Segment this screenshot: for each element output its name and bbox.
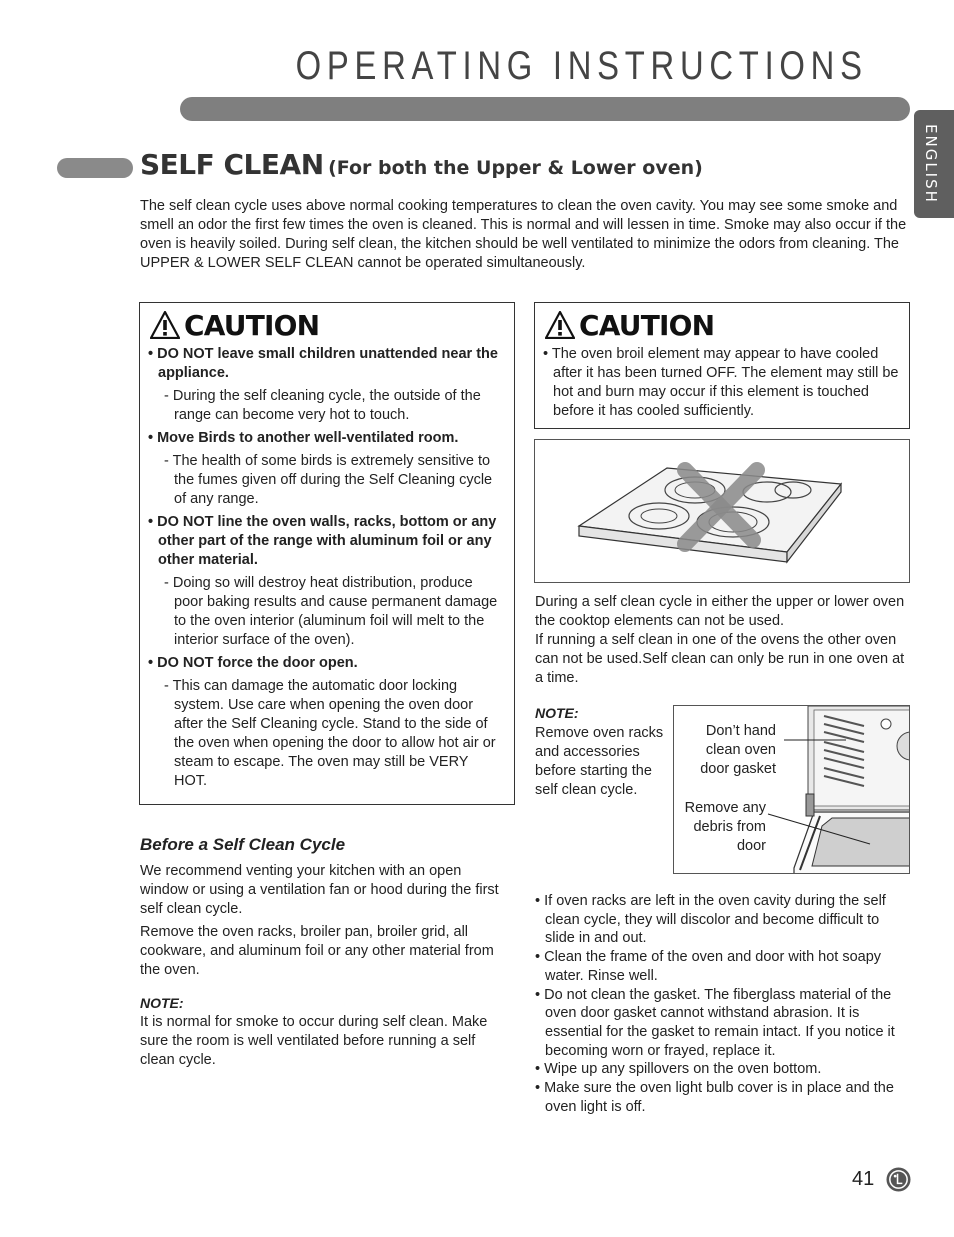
language-tab: [914, 110, 954, 218]
before-cycle-p1: We recommend venting your kitchen with an open window or using a ventilation fan or hood during the first self clean cycle.: [140, 863, 499, 917]
list-item: • Wipe up any spillovers on the oven bottom.: [535, 1061, 822, 1078]
caution-subitem: - This can damage the automatic door locking system. Use care when opening the oven door after the Self Cleaning cycle. Stand to the side of the oven when opening the door to allow hot air or steam to escape. The oven may still be VERY HOT.: [164, 678, 496, 789]
caution-subitem: - During the self cleaning cycle, the outside of the range can become very hot to touch.: [164, 388, 481, 423]
self-clean-info: [535, 593, 910, 688]
caution-heading-text: CAUTION: [184, 308, 320, 342]
intro-paragraph: The self clean cycle uses above normal cooking temperatures to clean the oven cavity. You may see some smoke and smell an odor the first few times the oven is cleaned. This is normal and will lessen in time. Smoke may also occur if the oven is heavily soiled. During self clean, the kitchen should be well ventilated to minimize the odors from cleaning. The UPPER & LOWER SELF CLEAN cannot be operated simultaneously.: [140, 198, 907, 271]
cooktop-illustration: [534, 439, 910, 583]
list-item: • If oven racks are left in the oven cavity during the self clean cycle, they will discolor and become difficult to slide in and out.: [535, 893, 886, 947]
caution-item: • The oven broil element may appear to have cooled after it has been turned OFF. The element may still be hot and burn may occur if this element is touched before it has cooled sufficiently.: [543, 346, 899, 419]
section-title: [140, 148, 703, 181]
page-number: 41: [852, 1168, 875, 1190]
note-label: NOTE:: [140, 995, 184, 1011]
caution-box-right: [534, 302, 910, 429]
caution-heading: [150, 307, 504, 343]
oven-door-illustration: [673, 705, 910, 874]
cooktop-drawing: [535, 440, 911, 584]
self-clean-info-p1: During a self clean cycle in either the upper or lower oven the cooktop elements can not be used.: [535, 594, 905, 629]
self-clean-info-p2: If running a self clean in one of the ovens the other oven can not be used.Self clean can only be run in one oven at a time.: [535, 632, 905, 686]
lg-logo-icon: [886, 1167, 911, 1192]
warning-icon: [150, 311, 180, 339]
caution-item: • DO NOT force the door open.: [148, 655, 358, 671]
section-marker: [57, 158, 133, 178]
language-tab-label: ENGLISH: [922, 124, 940, 204]
note-text: Remove oven racks and accessories before starting the self clean cycle.: [535, 725, 664, 798]
caution-list: [148, 345, 504, 791]
caution-item: • DO NOT leave small children unattended near the appliance.: [148, 346, 498, 381]
list-item: • Clean the frame of the oven and door with hot soapy water. Rinse well.: [535, 949, 882, 984]
gasket-label: Don’t hand clean oven door gasket: [700, 723, 776, 777]
section-title-main: SELF CLEAN: [140, 148, 324, 181]
list-item: • Do not clean the gasket. The fiberglass material of the oven door gasket cannot withstand abrasion. It is essential for the gasket to remain intact. If you notice it becoming worn or frayed, replace it.: [535, 986, 895, 1059]
page-header-title: OPERATING INSTRUCTIONS: [295, 44, 868, 88]
before-cycle-body: [140, 862, 512, 1070]
caution-heading: [545, 307, 899, 343]
cleaning-tips-list: [535, 892, 913, 1116]
note-label: NOTE:: [535, 705, 579, 721]
before-cycle-p2: Remove the oven racks, broiler pan, broiler grid, all cookware, and aluminum foil or any other material from the oven.: [140, 924, 494, 978]
caution-item: • Move Birds to another well-ventilated room.: [148, 430, 459, 446]
caution-box-left: [139, 302, 515, 805]
caution-subitem: - Doing so will destroy heat distribution, produce poor baking results and cause permanent damage to the oven interior (aluminum foil will melt to the interior surface of the oven).: [164, 575, 498, 648]
debris-label: Remove any debris from door: [684, 800, 766, 854]
list-item: • Make sure the oven light bulb cover is in place and the oven light is off.: [535, 1080, 894, 1115]
caution-heading-text: CAUTION: [579, 308, 715, 342]
caution-subitem: - The health of some birds is extremely sensitive to the fumes given off during the Self Cleaning cycle of any range.: [164, 453, 493, 507]
caution-list: [543, 345, 899, 421]
note-text: It is normal for smoke to occur during self clean. Make sure the room is well ventilated before running a self clean cycle.: [140, 1014, 488, 1068]
oven-drawing: [674, 706, 910, 874]
warning-icon: [545, 311, 575, 339]
before-cycle-heading: Before a Self Clean Cycle: [140, 835, 346, 854]
caution-item: • DO NOT line the oven walls, racks, bottom or any other part of the range with aluminum foil or any other material.: [148, 514, 497, 568]
header-bar: [180, 97, 910, 121]
section-title-sub: (For both the Upper & Lower oven): [328, 157, 703, 179]
